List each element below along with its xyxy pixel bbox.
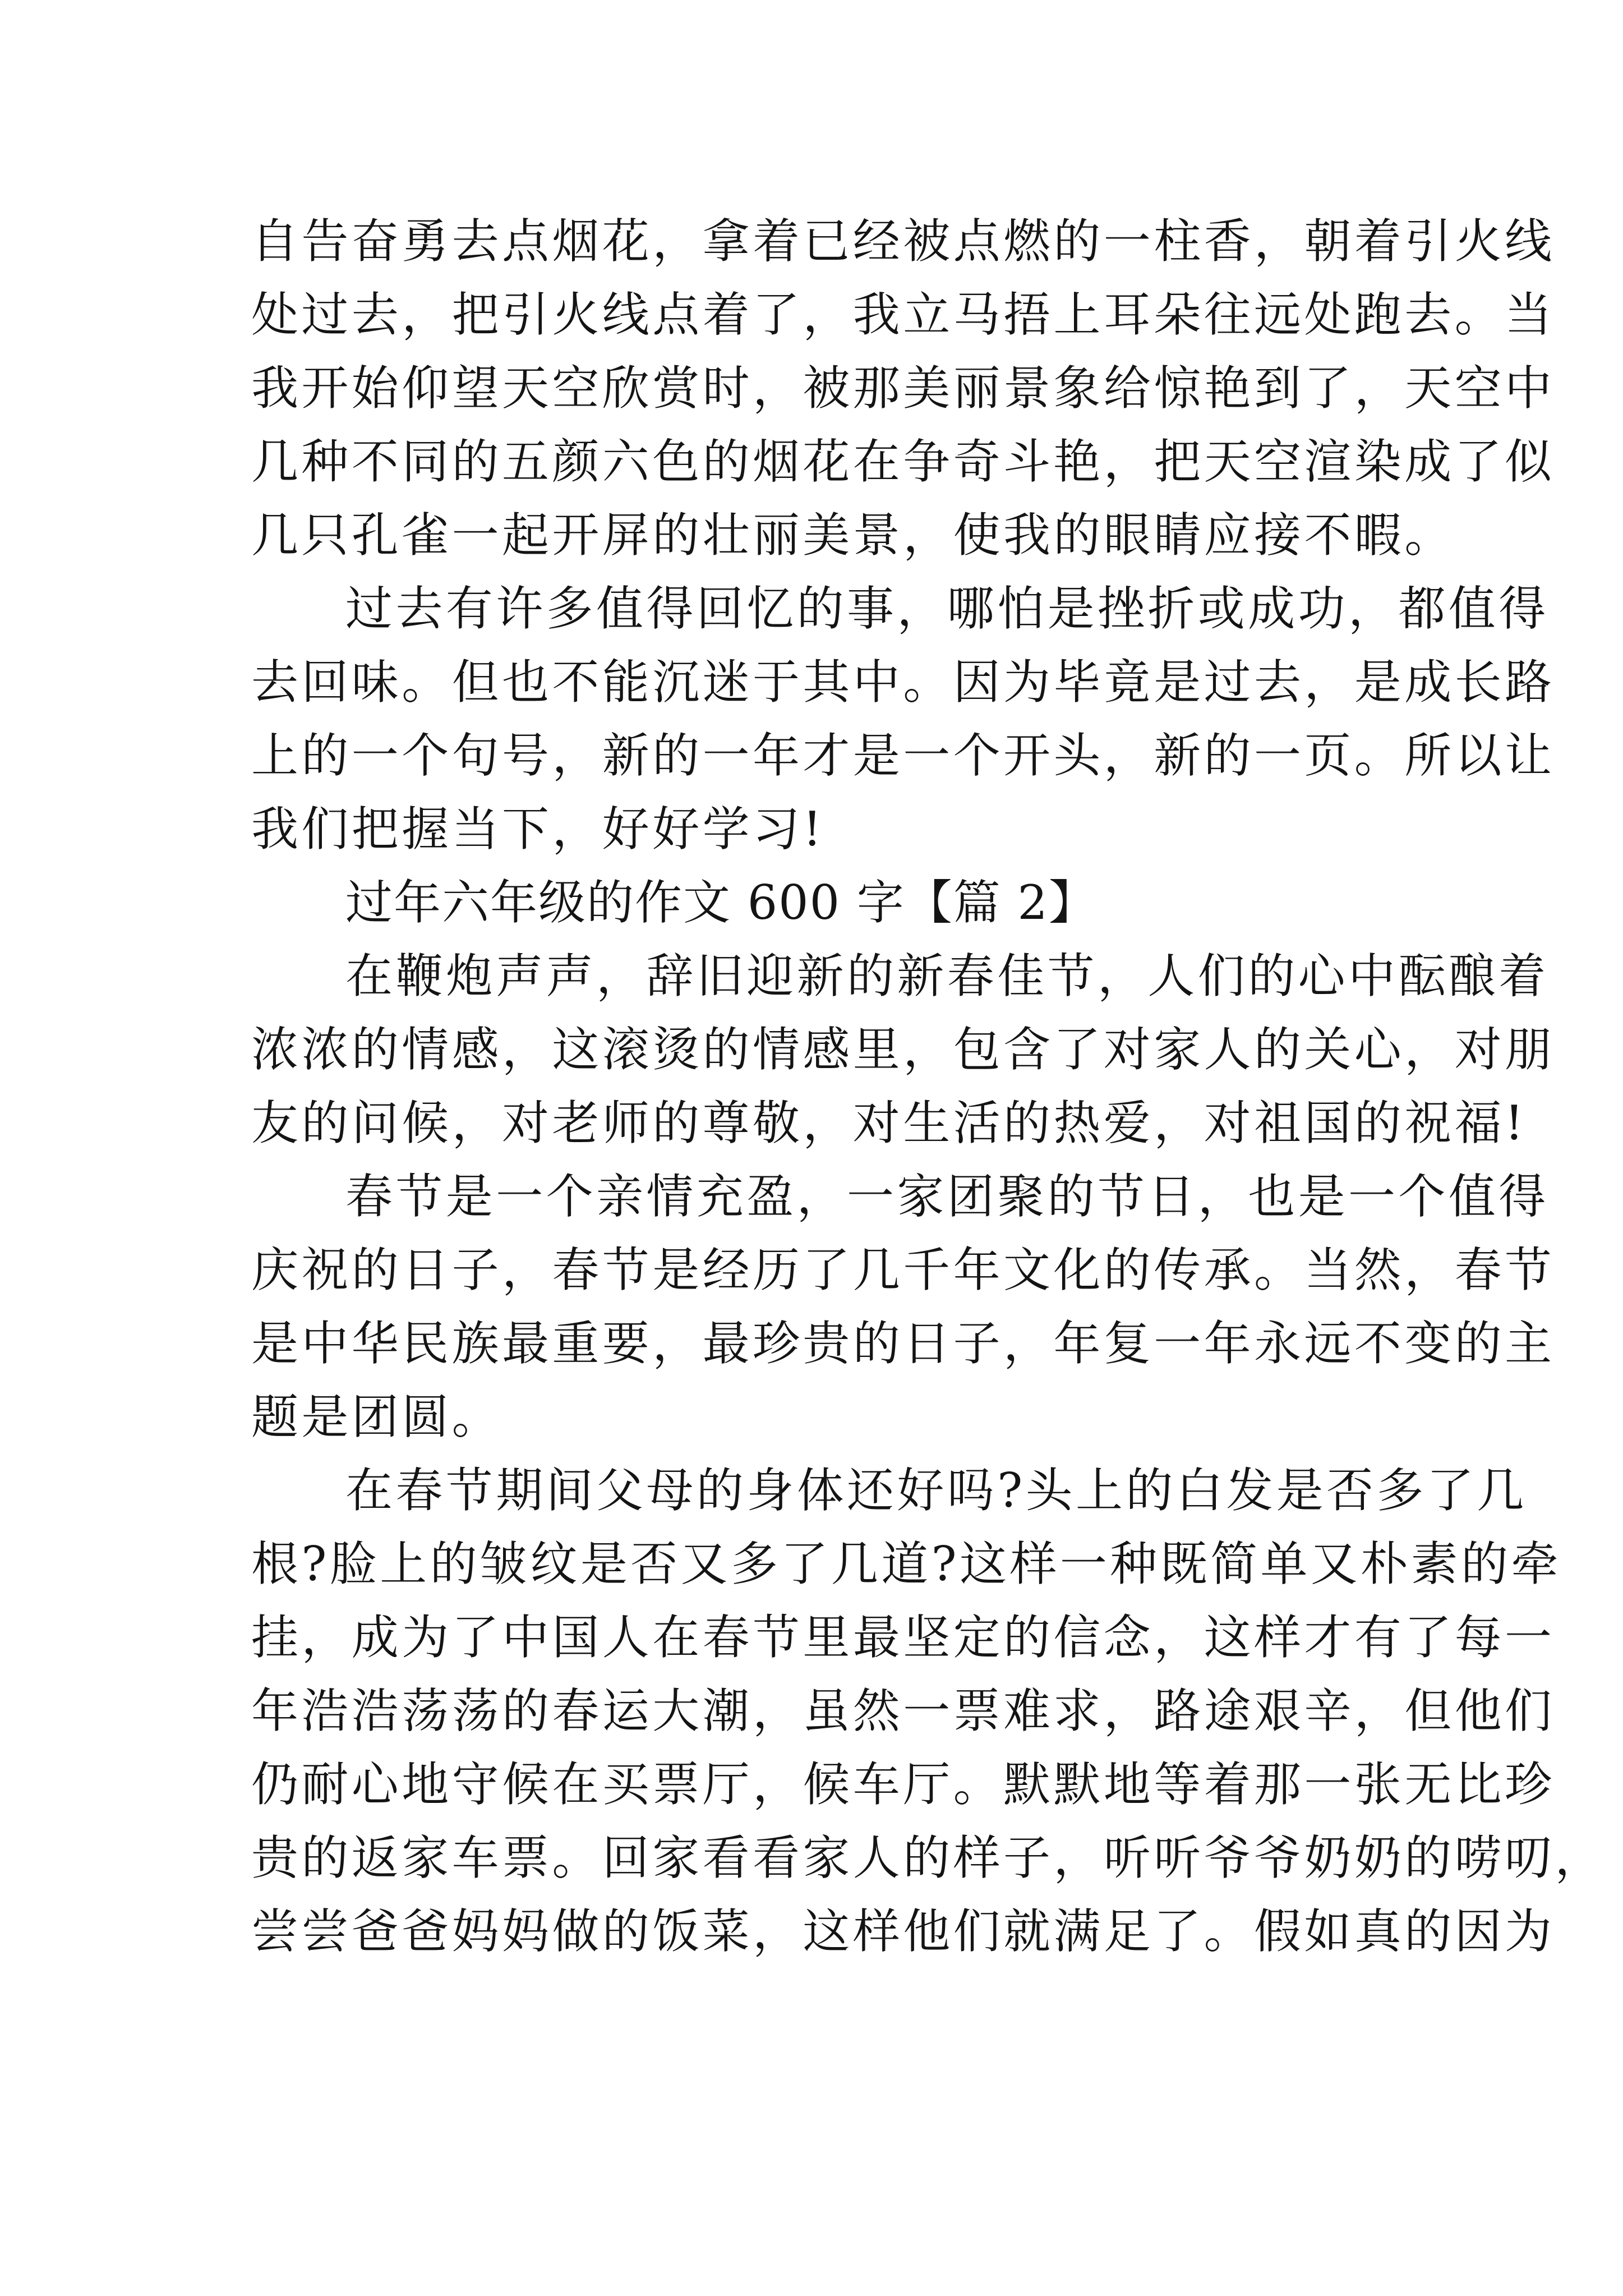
text-line: 几只孔雀一起开屏的壮丽美景，使我的眼睛应接不暇。 [251,508,1455,563]
section-heading: 过年六年级的作文 600 字【篇 2】 [345,875,1097,930]
text-line: 自告奋勇去点烟花，拿着已经被点燃的一柱香，朝着引火线 [251,214,1555,269]
text-line: 我开始仰望天空欣赏时，被那美丽景象给惊艳到了，天空中 [251,361,1555,416]
text-line: 友的问候，对老师的尊敬，对生活的热爱，对祖国的祝福! [251,1096,1527,1151]
text-line: 我们把握当下，好好学习! [251,802,825,857]
text-line: 年浩浩荡荡的春运大潮，虽然一票难求，路途艰辛，但他们 [251,1683,1555,1738]
text-line: 上的一个句号，新的一年才是一个开头，新的一页。所以让 [251,728,1555,783]
text-line: 挂，成为了中国人在春节里最坚定的信念，这样才有了每一 [251,1610,1555,1665]
text-line: 处过去，把引火线点着了，我立马捂上耳朵往远处跑去。当 [251,287,1555,342]
text-line: 庆祝的日子，春节是经历了几千年文化的传承。当然，春节 [251,1243,1555,1297]
text-line: 过去有许多值得回忆的事，哪怕是挫折或成功，都值得 [345,581,1549,636]
text-line: 尝尝爸爸妈妈做的饭菜，这样他们就满足了。假如真的因为 [251,1904,1555,1959]
text-line: 去回味。但也不能沉迷于其中。因为毕竟是过去，是成长路 [251,655,1555,710]
text-line: 贵的返家车票。回家看看家人的样子，听听爷爷奶奶的唠叨， [251,1830,1605,1885]
document-body [251,205,1605,1968]
text-line: 几种不同的五颜六色的烟花在争奇斗艳，把天空渲染成了似 [251,434,1555,489]
text-line: 仍耐心地守候在买票厅，候车厅。默默地等着那一张无比珍 [251,1757,1555,1812]
text-line: 是中华民族最重要，最珍贵的日子，年复一年永远不变的主 [251,1316,1555,1371]
text-line: 在春节期间父母的身体还好吗?头上的白发是否多了几 [345,1463,1527,1518]
text-line: 浓浓的情感，这滚烫的情感里，包含了对家人的关心，对朋 [251,1022,1555,1077]
text-line: 在鞭炮声声，辞旧迎新的新春佳节，人们的心中酝酿着 [345,949,1549,1004]
text-line: 春节是一个亲情充盈，一家团聚的节日，也是一个值得 [345,1169,1549,1224]
text-line: 题是团圆。 [251,1389,502,1444]
text-line: 根?脸上的皱纹是否又多了几道?这样一种既简单又朴素的牵 [251,1536,1561,1591]
